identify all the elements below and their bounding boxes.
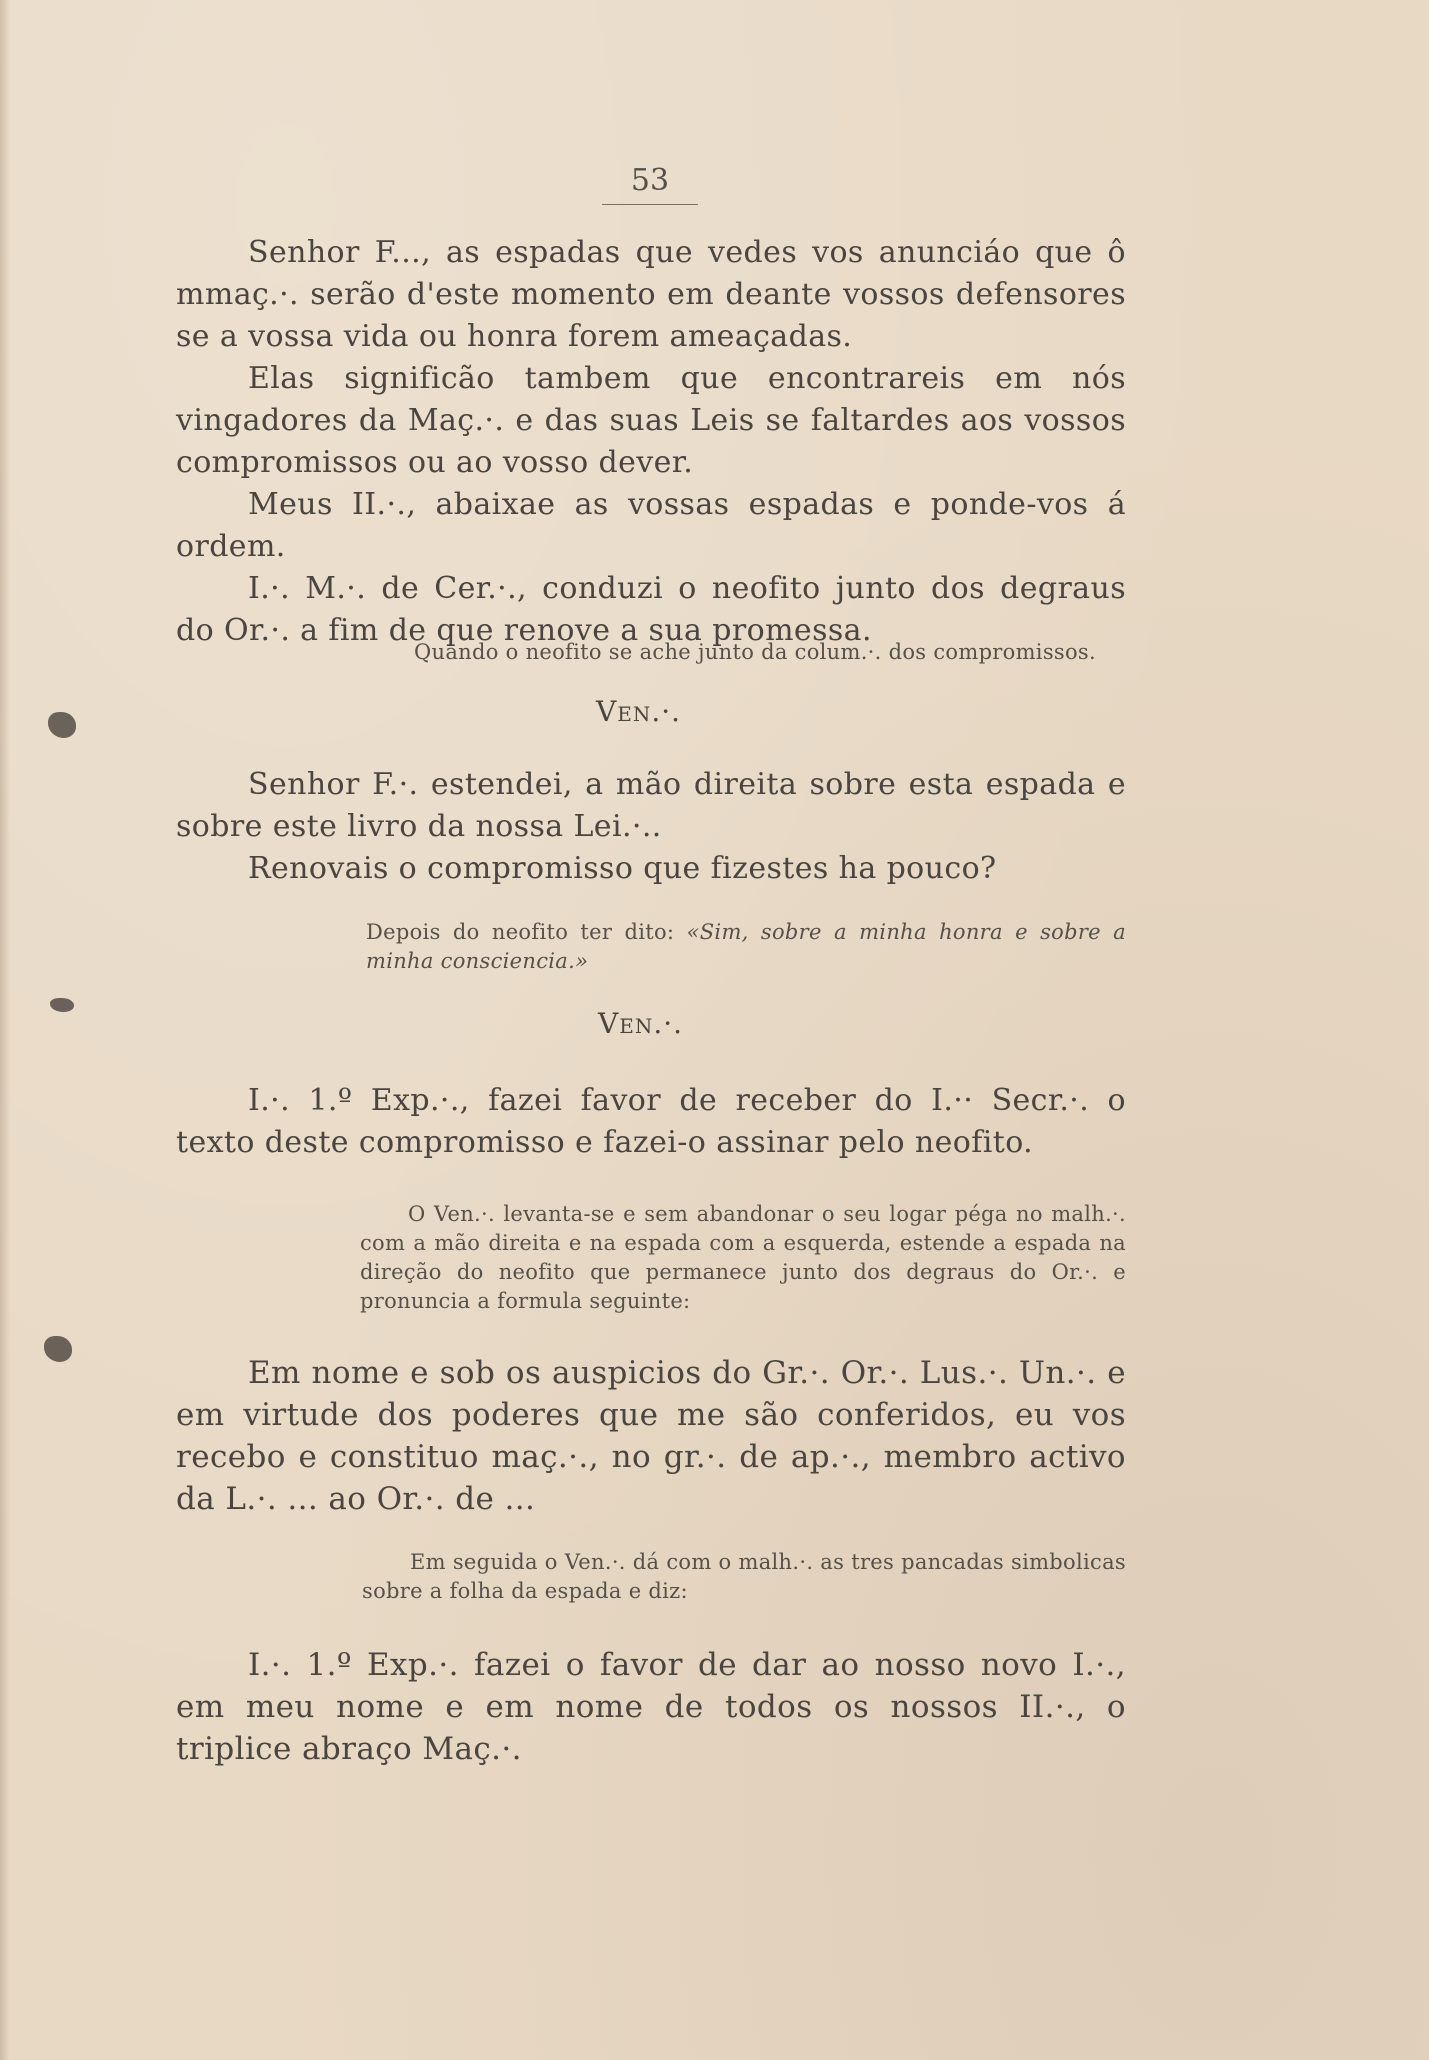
rubric: Quando o neofito se ache junto da colum.·. dos compromissos. [414, 640, 1096, 664]
paragraph: Senhor F..., as espadas que vedes vos anunciáo que ô mmaç.·. serão d'este momento em deante vossos defensores se a vossa vida ou honra forem ameaçadas. [176, 235, 1126, 354]
page-edge-shadow [0, 0, 10, 2060]
rubric-text [366, 918, 1126, 976]
paragraph: Meus II.·., abaixae as vossas espadas e ponde-vos á ordem. [176, 487, 1126, 564]
speaker-heading: Ven.·. [596, 695, 682, 728]
paragraph: Renovais o compromisso que fizestes ha pouco? [248, 851, 997, 886]
rubric-text: Em seguida o Ven.·. dá com o malh.·. as tres pancadas simbolicas sobre a folha da espada e diz: [362, 1550, 1126, 1603]
binding-hole [50, 998, 74, 1012]
closing-paragraph [176, 1644, 1126, 1770]
page-number: 53 [630, 163, 670, 198]
binding-hole [48, 712, 76, 738]
paragraph: I.·. 1.º Exp.·., fazei favor de receber do I.·· Secr.·. o texto deste compromisso e fazei-o assinar pelo neofito. [176, 1083, 1126, 1160]
paragraph: Em nome e sob os auspicios do Gr.·. Or.·. Lus.·. Un.·. e em virtude dos poderes que me são conferidos, eu vos recebo e constituo maç.·., no gr.·. de ap.·., membro activo da L.·. ... ao Or.·. de ... [176, 1355, 1126, 1517]
oath-paragraphs [176, 764, 1126, 890]
rubric [362, 1548, 1126, 1606]
rubric-lead: Depois do neofito ter dito: [366, 920, 675, 944]
rubric-text: O Ven.·. levanta-se e sem abandonar o seu logar péga no malh.·. com a mão direita e na espada com a esquerda, estende a espada na direção do neofito que permanece junto dos degraus do Or.·. e pronuncia a formula seguinte: [360, 1202, 1126, 1313]
paragraph: I.·. 1.º Exp.·. fazei o favor de dar ao nosso novo I.·., em meu nome e em nome de todos os nossos II.·., o triplice abraço Maç.·. [176, 1647, 1126, 1767]
opening-paragraphs [176, 232, 1126, 652]
instruction-paragraph [176, 1080, 1126, 1164]
speaker-heading: Ven.·. [598, 1007, 684, 1040]
rubric-quote: «Sim, sobre a minha honra e sobre a minha consciencia.» [366, 920, 1127, 973]
paragraph: Senhor F.·. estendei, a mão direita sobre esta espada e sobre este livro da nossa Lei.·.. [176, 767, 1126, 844]
formula-paragraph [176, 1352, 1126, 1520]
rubric [360, 1200, 1126, 1316]
page-number-rule [602, 204, 698, 205]
paragraph: Elas significão tambem que encontrareis em nós vingadores da Maç.·. e das suas Leis se faltardes aos vossos compromissos ou ao vosso dever. [176, 361, 1126, 480]
binding-hole [44, 1336, 72, 1362]
paragraph: I.·. M.·. de Cer.·., conduzi o neofito junto dos degraus do Or.·. a fim de que renove a sua promessa. [176, 571, 1126, 648]
rubric [366, 918, 1126, 976]
